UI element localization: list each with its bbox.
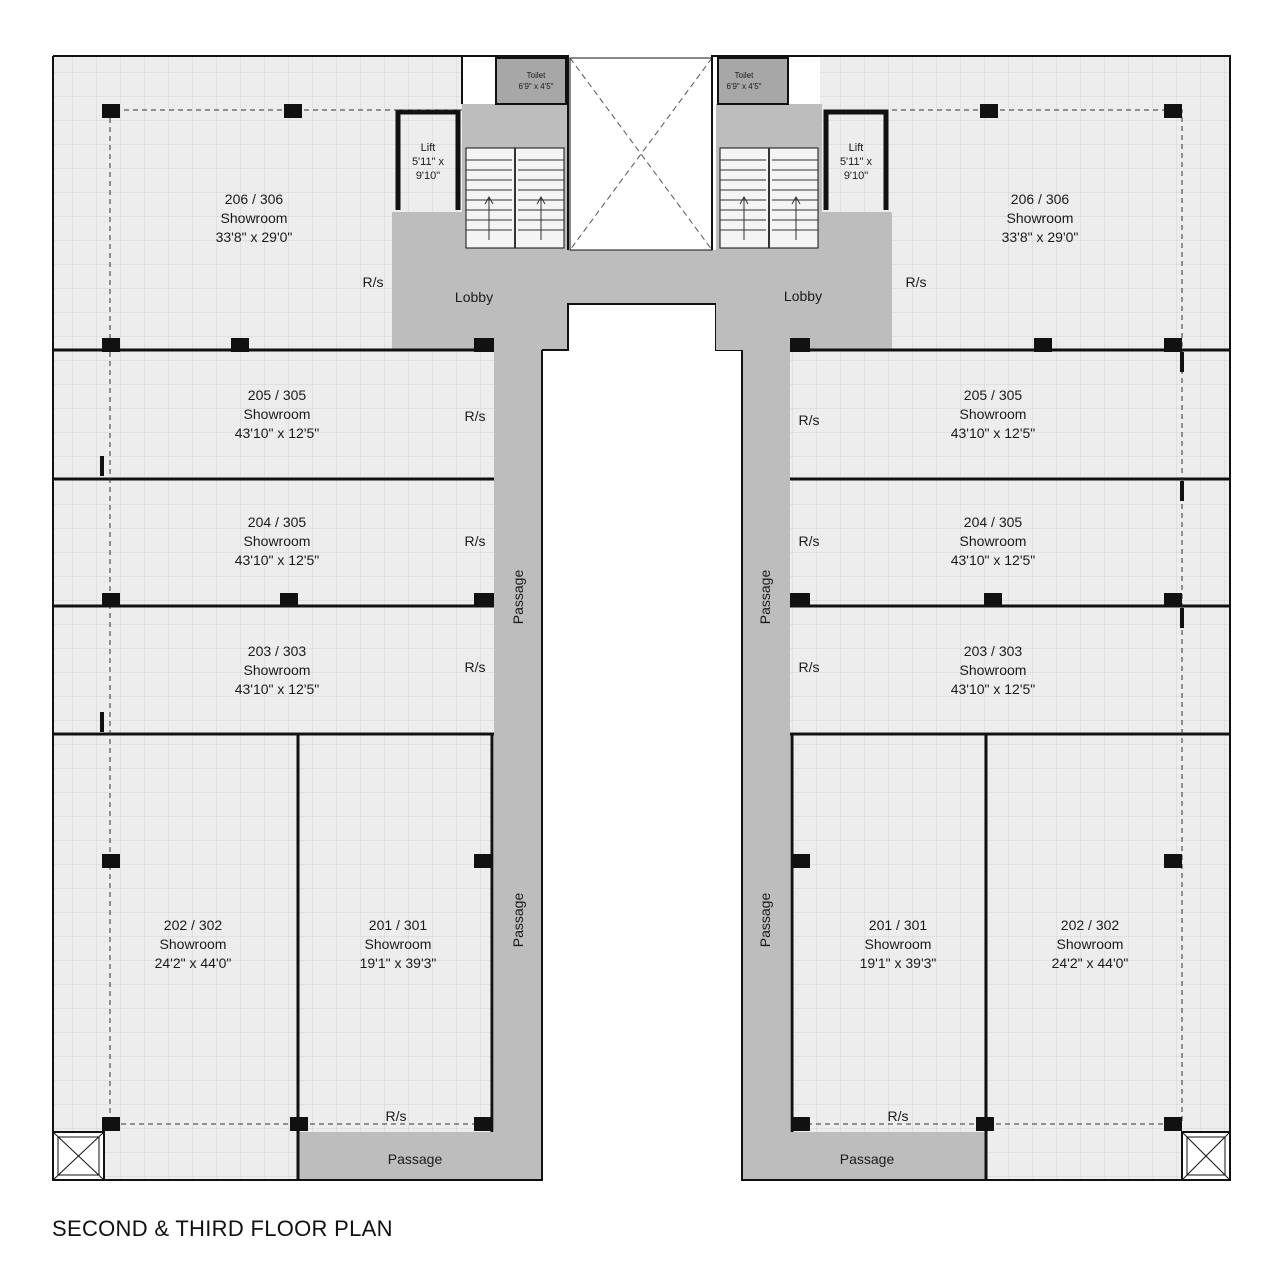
right-room-205-number: 205 / 305	[963, 387, 1023, 403]
left-rs-206: R/s	[362, 274, 384, 290]
left-rs-201: R/s	[385, 1108, 407, 1124]
left-toilet	[496, 58, 566, 104]
right-passage-lower: Passage	[757, 892, 773, 948]
right-room-206-type: Showroom	[1006, 210, 1074, 226]
left-lift-label: Lift	[420, 142, 436, 154]
left-room-205-number: 205 / 305	[247, 387, 307, 403]
left-room-202-number: 202 / 302	[163, 917, 223, 933]
left-room-203-size: 43'10" x 12'5"	[234, 681, 320, 697]
right-lobby-label: Lobby	[783, 288, 823, 304]
left-room-206-size: 33'8" x 29'0"	[215, 229, 293, 245]
right-room-203-number: 203 / 303	[963, 643, 1023, 659]
left-room-201-number: 201 / 301	[368, 917, 428, 933]
left-staircase	[466, 148, 564, 248]
left-toilet-label: Toilet	[526, 71, 546, 80]
right-toilet	[718, 58, 788, 104]
right-block	[716, 56, 1230, 1180]
left-passage-lower: Passage	[510, 892, 526, 948]
right-lift-size-2: 9'10"	[843, 170, 869, 182]
right-passage-upper: Passage	[757, 569, 773, 625]
right-staircase	[720, 148, 818, 248]
right-passage-front: Passage	[839, 1151, 895, 1167]
right-room-203-type: Showroom	[959, 662, 1027, 678]
right-room-204-number: 204 / 305	[963, 514, 1023, 530]
left-room-206-number: 206 / 306	[224, 191, 284, 207]
left-front-strip	[104, 1132, 298, 1180]
left-room-204-number: 204 / 305	[247, 514, 307, 530]
left-passage-upper: Passage	[510, 569, 526, 625]
left-lift-size-2: 9'10"	[415, 170, 441, 182]
left-room-204-size: 43'10" x 12'5"	[234, 552, 320, 568]
right-rs-206: R/s	[905, 274, 927, 290]
right-toilet-size: 6'9" x 4'5"	[726, 82, 762, 91]
right-room-206-number: 206 / 306	[1010, 191, 1070, 207]
left-room-203-type: Showroom	[243, 662, 311, 678]
right-room-203-size: 43'10" x 12'5"	[950, 681, 1036, 697]
right-room-204-size: 43'10" x 12'5"	[950, 552, 1036, 568]
left-rs-204: R/s	[464, 533, 486, 549]
right-rs-204: R/s	[798, 533, 820, 549]
right-corner-shaft	[1182, 1132, 1230, 1180]
left-room-206-type: Showroom	[220, 210, 288, 226]
plan-title: SECOND & THIRD FLOOR PLAN	[52, 1216, 393, 1241]
right-lift-size-1: 5'11" x	[839, 156, 873, 168]
right-room-202-size: 24'2" x 44'0"	[1051, 955, 1129, 971]
right-rs-203: R/s	[798, 659, 820, 675]
left-room-202-size: 24'2" x 44'0"	[154, 955, 232, 971]
right-rooms-201-202-floor	[792, 734, 1230, 1132]
left-room-205-size: 43'10" x 12'5"	[234, 425, 320, 441]
left-rooms-201-202-floor	[53, 734, 492, 1132]
left-room-201-type: Showroom	[364, 936, 432, 952]
left-room-202-type: Showroom	[159, 936, 227, 952]
left-room-205-type: Showroom	[243, 406, 311, 422]
left-corner-shaft	[53, 1132, 104, 1180]
right-room-202-number: 202 / 302	[1060, 917, 1120, 933]
right-room-201-type: Showroom	[864, 936, 932, 952]
left-toilet-size: 6'9" x 4'5"	[518, 82, 554, 91]
left-rs-205: R/s	[464, 408, 486, 424]
left-lobby-label: Lobby	[454, 289, 494, 305]
right-room-201-size: 19'1" x 39'3"	[859, 955, 937, 971]
right-rs-205: R/s	[798, 412, 820, 428]
left-room-204-type: Showroom	[243, 533, 311, 549]
right-toilet-label: Toilet	[734, 71, 754, 80]
left-room-201-size: 19'1" x 39'3"	[359, 955, 437, 971]
right-room-205-size: 43'10" x 12'5"	[950, 425, 1036, 441]
left-lift-size-1: 5'11" x	[411, 156, 445, 168]
left-rs-203: R/s	[464, 659, 486, 675]
right-rs-201: R/s	[887, 1108, 909, 1124]
right-front-strip	[986, 1132, 1182, 1180]
left-passage-front: Passage	[387, 1151, 443, 1167]
right-room-206-size: 33'8" x 29'0"	[1001, 229, 1079, 245]
right-room-202-type: Showroom	[1056, 936, 1124, 952]
right-room-201-number: 201 / 301	[868, 917, 928, 933]
left-room-203-number: 203 / 303	[247, 643, 307, 659]
right-lift-label: Lift	[848, 142, 864, 154]
right-room-204-type: Showroom	[959, 533, 1027, 549]
right-room-205-type: Showroom	[959, 406, 1027, 422]
